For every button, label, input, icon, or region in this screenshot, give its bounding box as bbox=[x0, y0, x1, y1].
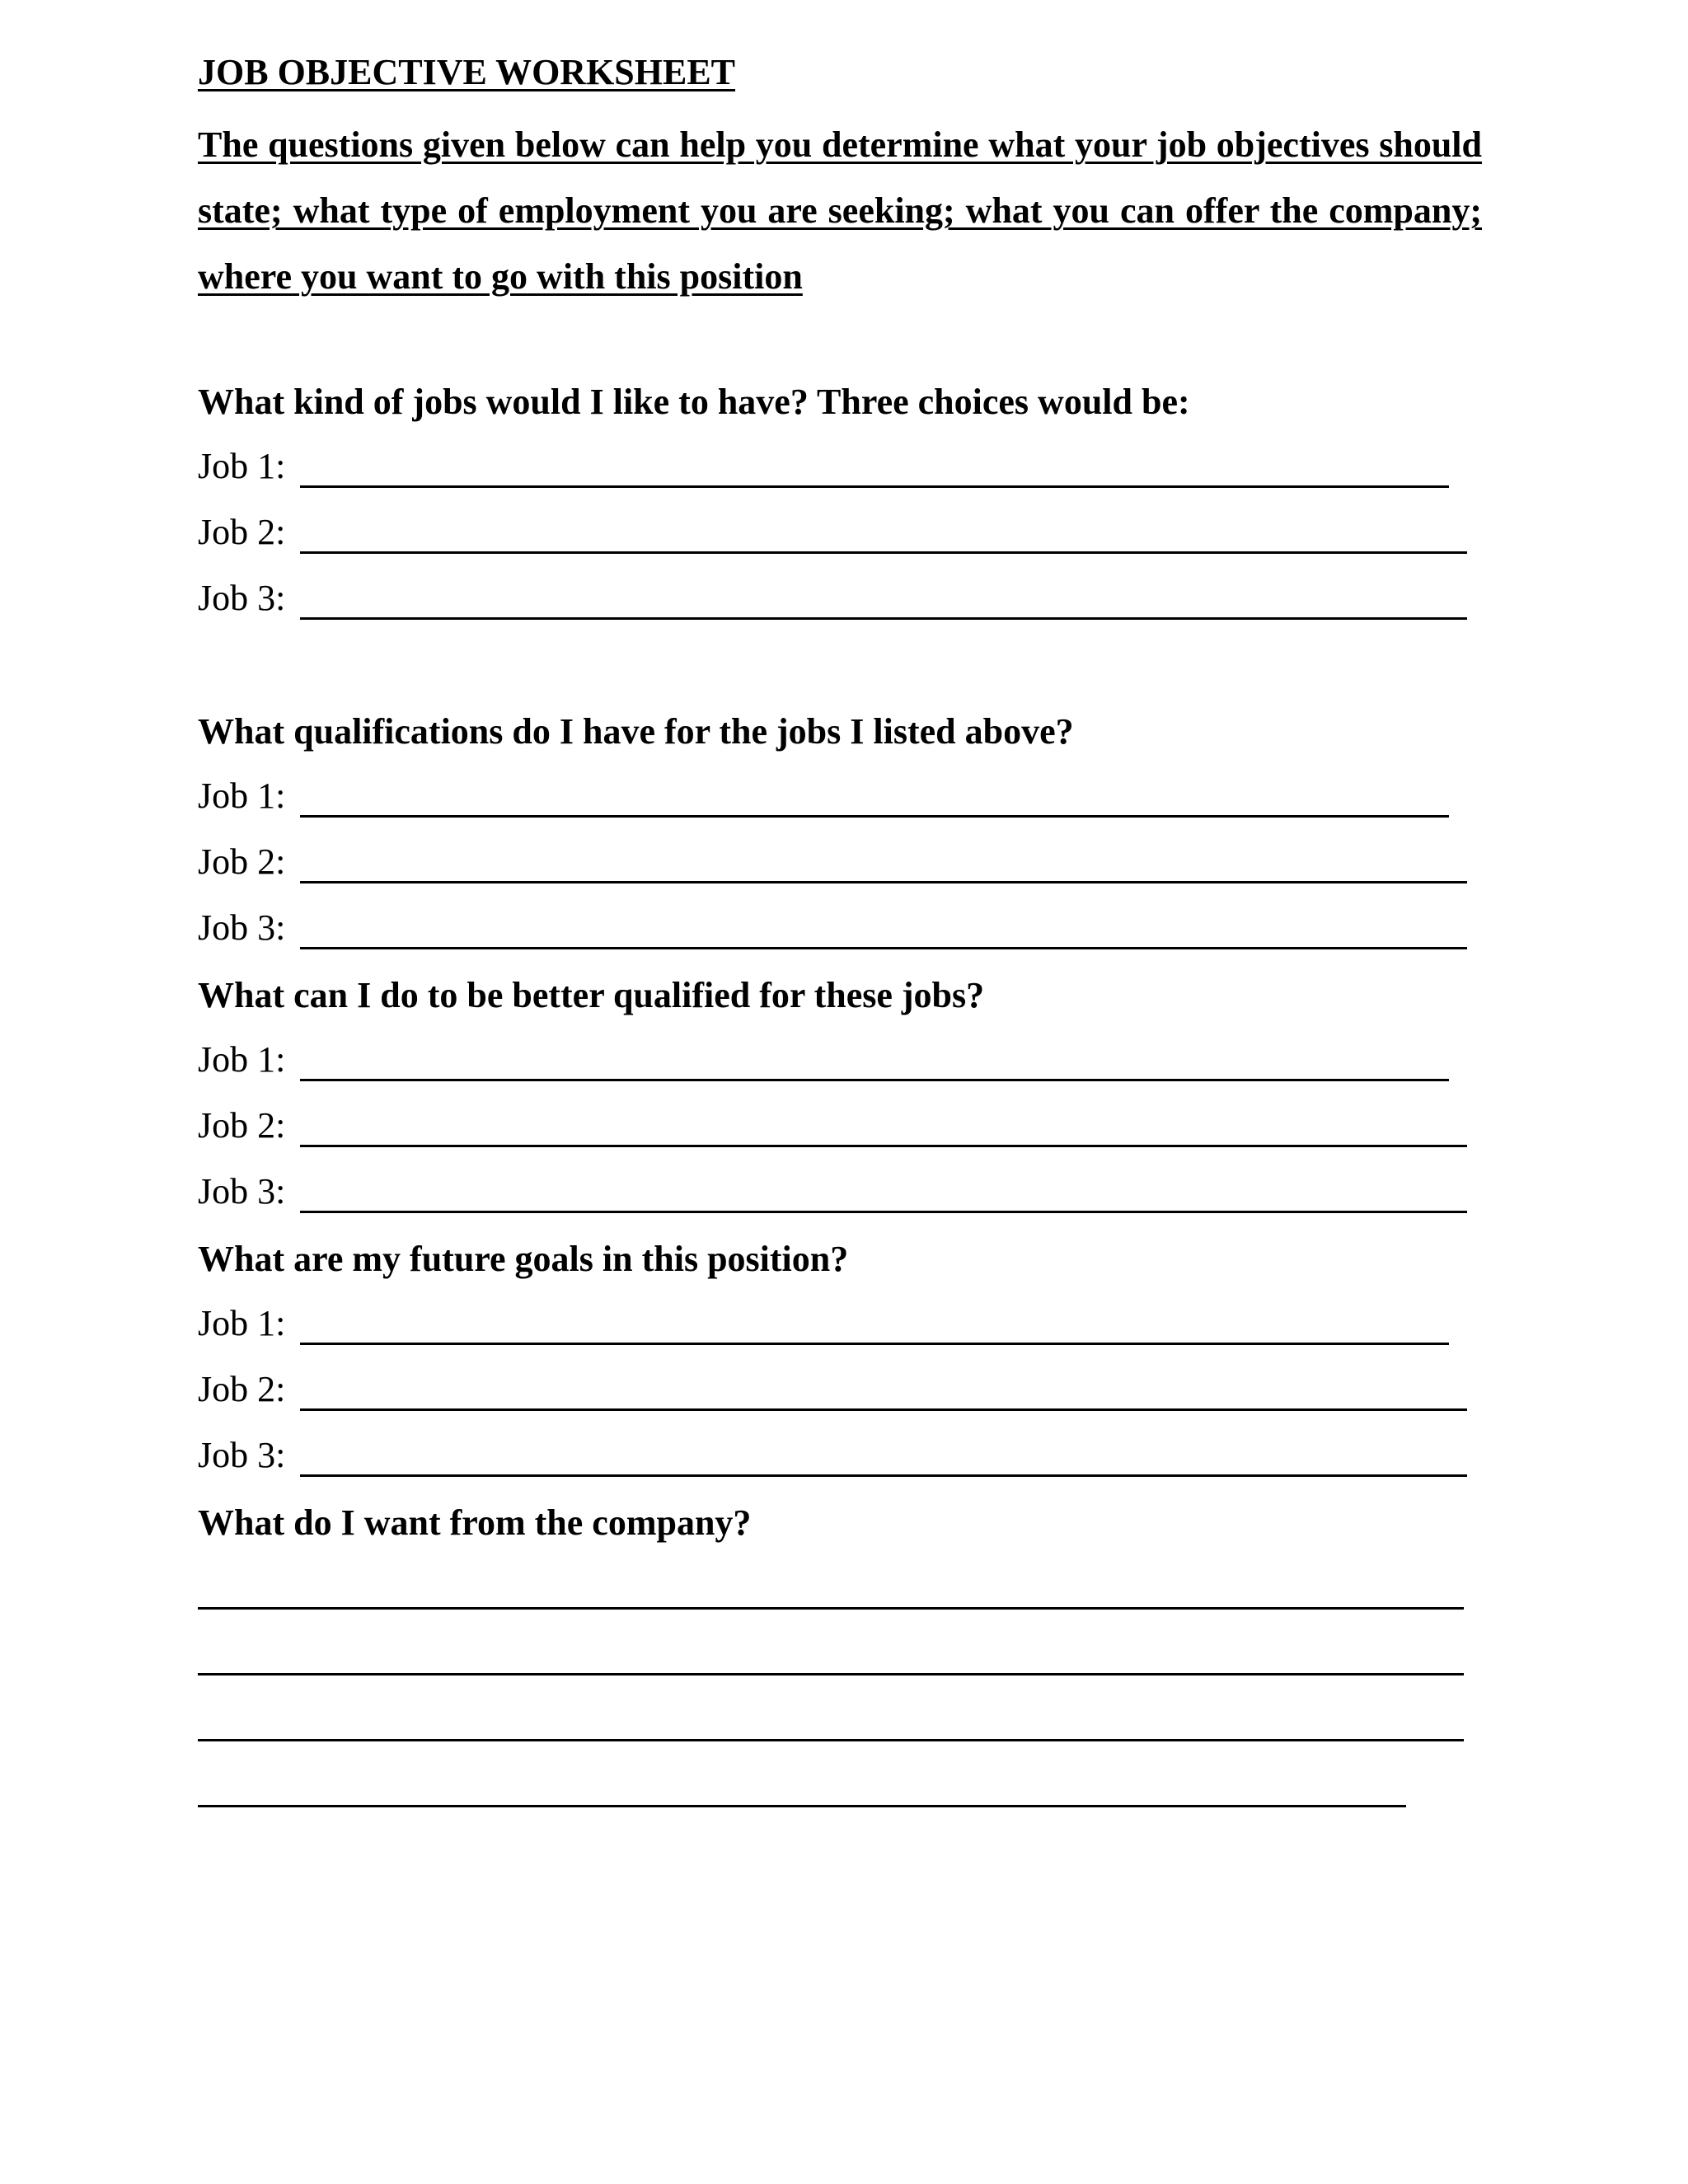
answer-row bbox=[198, 445, 1484, 494]
answer-blank[interactable] bbox=[300, 1474, 1467, 1477]
job-label: Job 3: bbox=[198, 1435, 286, 1475]
job-label: Job 2: bbox=[198, 512, 286, 552]
answer-row bbox=[198, 841, 1484, 890]
job-label: Job 3: bbox=[198, 1171, 286, 1212]
answer-row bbox=[198, 511, 1484, 560]
answer-row bbox=[198, 1104, 1484, 1154]
free-answer-line[interactable] bbox=[198, 1805, 1406, 1807]
answer-row bbox=[198, 1302, 1484, 1352]
answer-blank[interactable] bbox=[300, 485, 1449, 488]
answer-row bbox=[198, 775, 1484, 824]
job-label: Job 3: bbox=[198, 578, 286, 618]
question-qualifications: What qualifications do I have for the jobs I listed above? bbox=[198, 711, 1074, 752]
worksheet-title: JOB OBJECTIVE WORKSHEET bbox=[198, 52, 736, 92]
job-label: Job 3: bbox=[198, 907, 286, 948]
answer-row bbox=[198, 907, 1484, 956]
free-answer-line[interactable] bbox=[198, 1673, 1464, 1675]
question-future-goals: What are my future goals in this position? bbox=[198, 1239, 849, 1279]
answer-blank[interactable] bbox=[300, 617, 1467, 620]
job-label: Job 1: bbox=[198, 776, 286, 816]
answer-blank[interactable] bbox=[300, 1408, 1467, 1411]
answer-blank[interactable] bbox=[300, 1079, 1449, 1081]
answer-blank[interactable] bbox=[300, 1145, 1467, 1147]
job-label: Job 1: bbox=[198, 446, 286, 486]
free-answer-line[interactable] bbox=[198, 1739, 1464, 1741]
answer-row bbox=[198, 1434, 1484, 1483]
job-label: Job 2: bbox=[198, 1105, 286, 1146]
job-label: Job 2: bbox=[198, 841, 286, 882]
question-job-choices: What kind of jobs would I like to have? Three choices would be: bbox=[198, 382, 1190, 422]
answer-row bbox=[198, 1170, 1484, 1220]
answer-blank[interactable] bbox=[300, 551, 1467, 554]
answer-row bbox=[198, 1038, 1484, 1088]
question-better-qualified: What can I do to be better qualified for these jobs? bbox=[198, 975, 985, 1015]
free-answer-line[interactable] bbox=[198, 1607, 1464, 1610]
answer-blank[interactable] bbox=[300, 1211, 1467, 1213]
answer-blank[interactable] bbox=[300, 1343, 1449, 1345]
answer-row bbox=[198, 577, 1484, 626]
job-label: Job 2: bbox=[198, 1369, 286, 1409]
answer-blank[interactable] bbox=[300, 815, 1449, 818]
worksheet-intro: The questions given below can help you determine what your job objectives should state; what type of employment you are seeking; what you can offer the company; where you want to go with this position bbox=[198, 124, 1482, 297]
answer-blank[interactable] bbox=[300, 881, 1467, 883]
job-label: Job 1: bbox=[198, 1039, 286, 1080]
answer-blank[interactable] bbox=[300, 947, 1467, 949]
answer-row bbox=[198, 1368, 1484, 1418]
job-label: Job 1: bbox=[198, 1303, 286, 1343]
question-want-from-company: What do I want from the company? bbox=[198, 1502, 752, 1543]
